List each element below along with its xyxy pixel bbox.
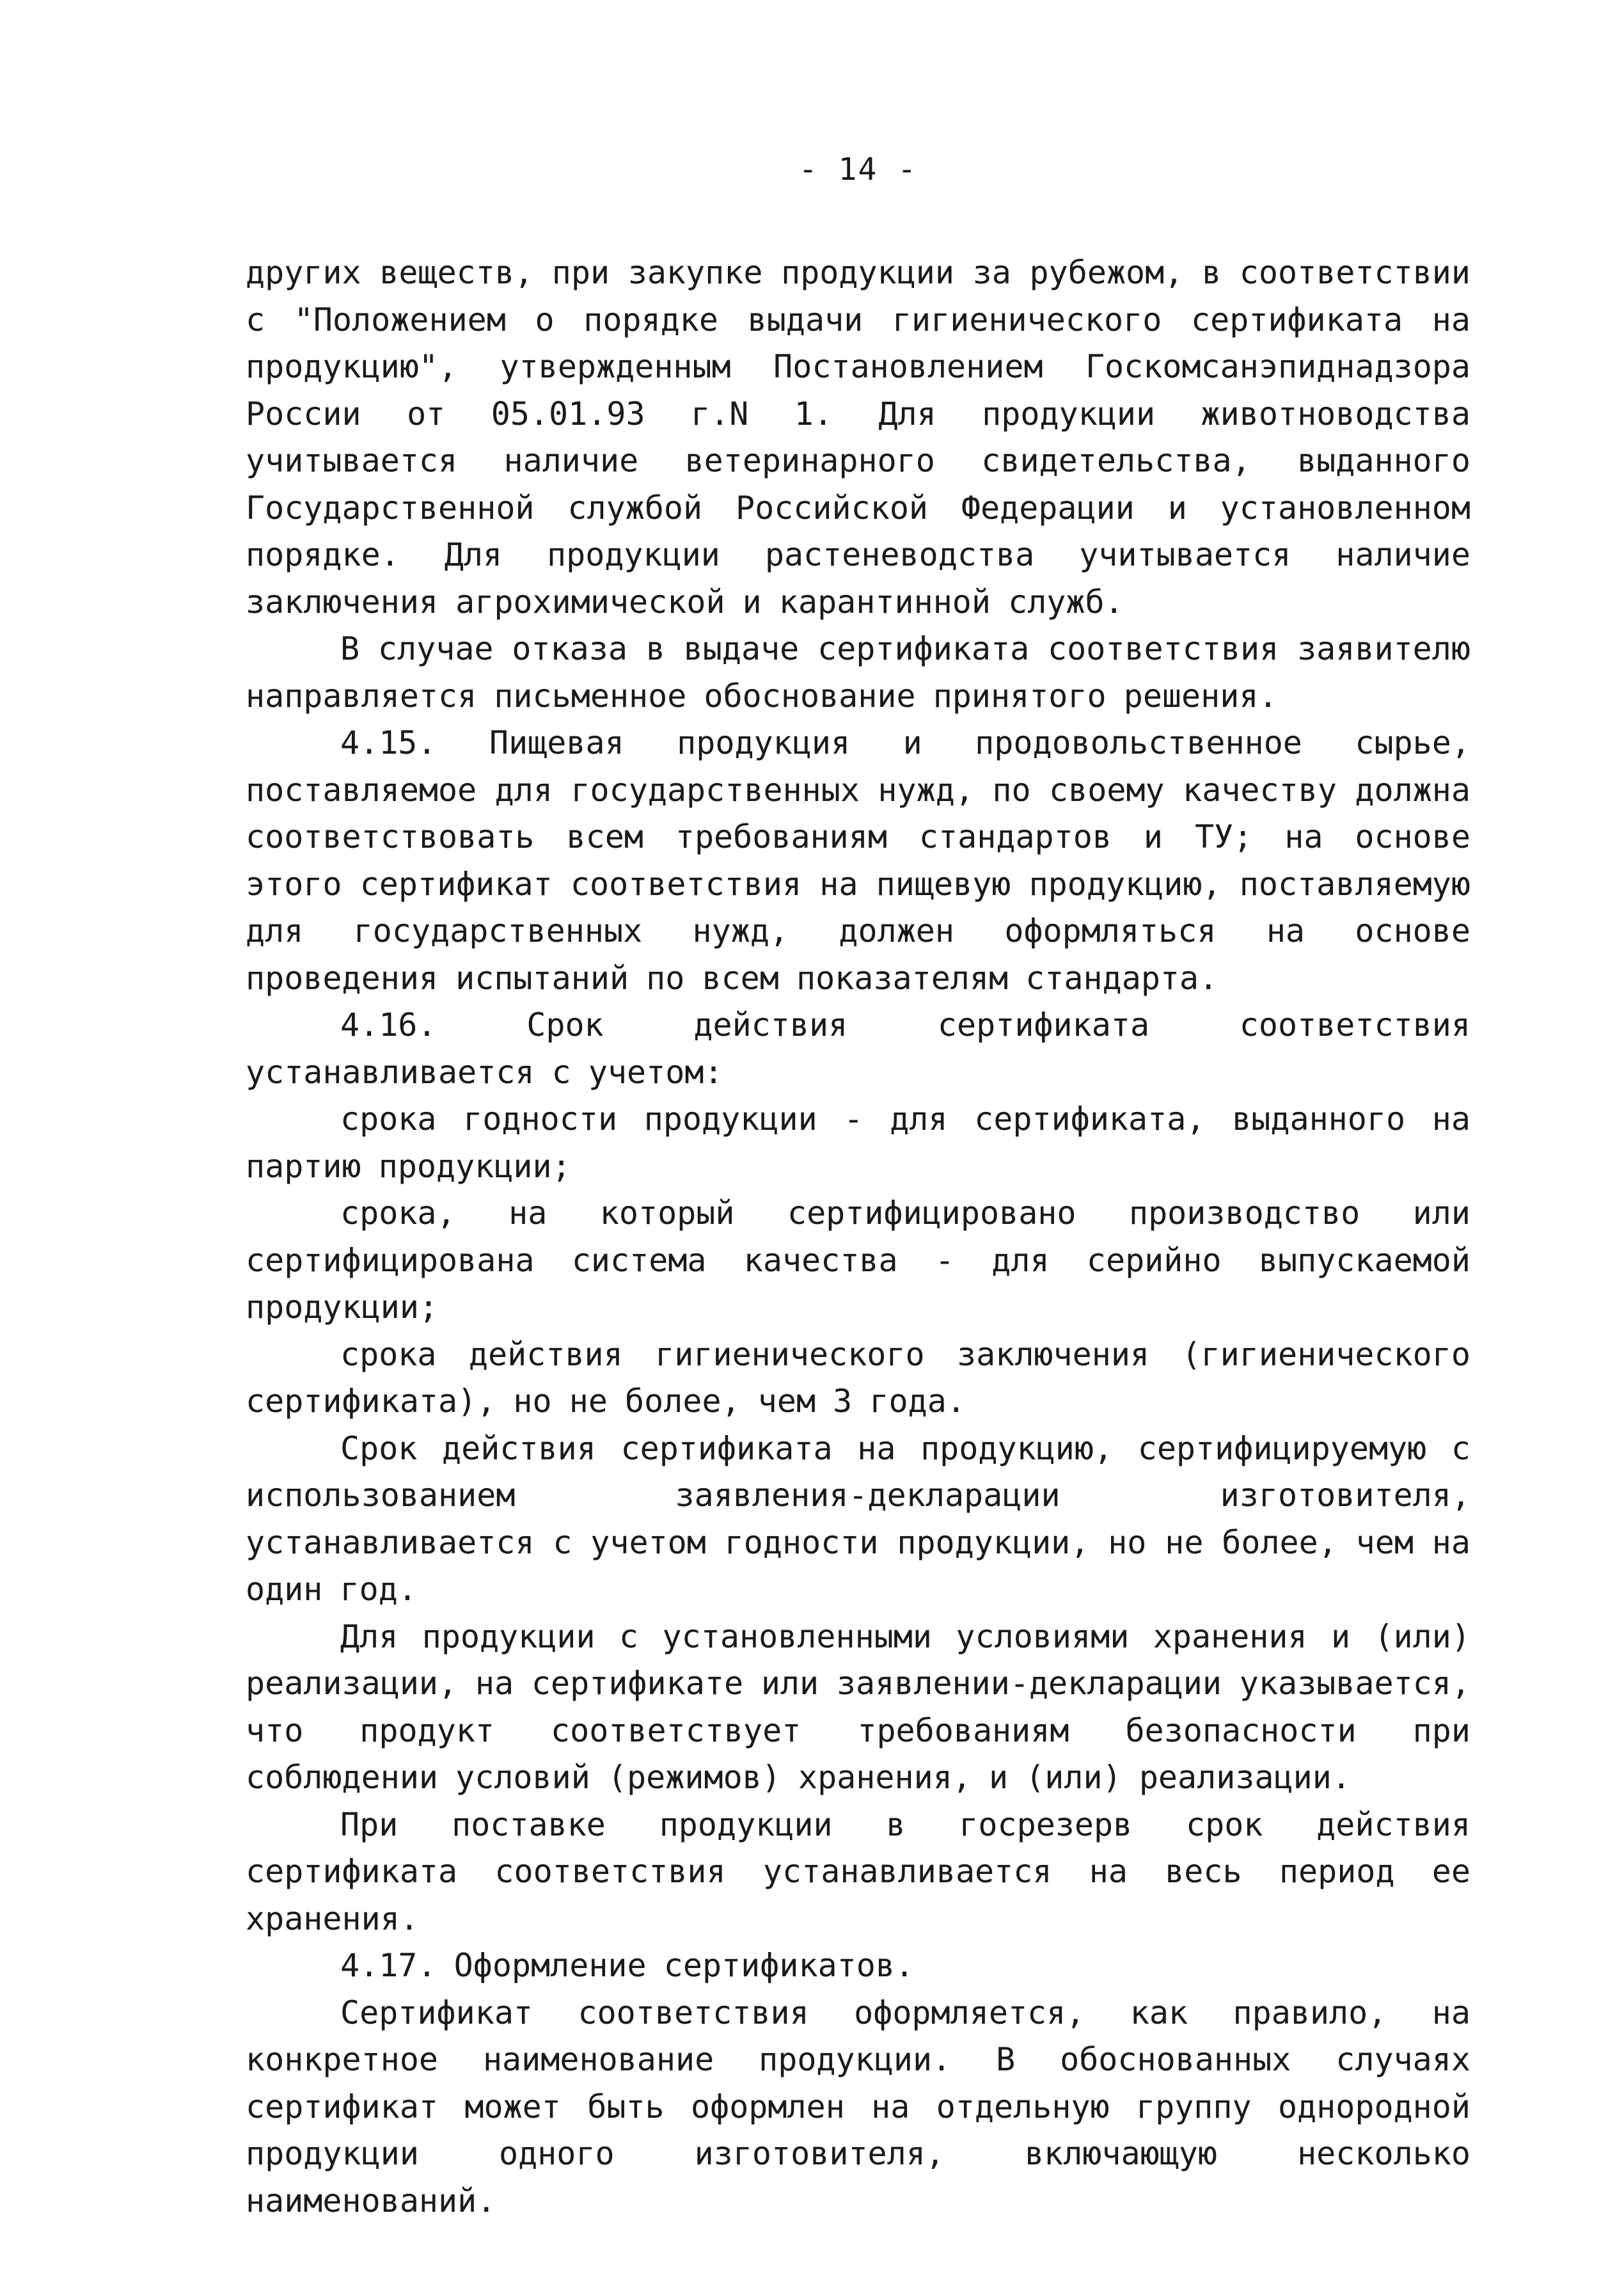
paragraph: 4.16. Срок действия сертификата соответствия устанавливается с учетом:	[246, 1006, 1470, 1091]
paragraph: При поставке продукции в госрезерв срок действия сертификата соответствия устанавливается на весь период ее хранения.	[246, 1806, 1470, 1937]
paragraph: срока, на который сертифицировано производство или сертифицирована система качества - для серийно выпускаемой продукции;	[246, 1195, 1470, 1326]
paragraph: Срок действия сертификата на продукцию, сертифицируемую с использованием заявления-декларации изготовителя, устанавливается с учетом годности продукции, но не более, чем на один год.	[246, 1429, 1470, 1608]
paragraph: 4.15. Пищевая продукция и продовольственное сырье, поставляемое для государственных нужд, по своему качеству должна соответствовать всем требованиям стандартов и ТУ; на основе этого сертификат соответствия на пищевую продукцию, поставляемую для государственных нужд, должен оформляться на основе проведения испытаний по всем показателям стандарта.	[246, 724, 1470, 997]
document-body	[246, 250, 1470, 2225]
paragraph: других веществ, при закупке продукции за рубежом, в соответствии с "Положением о порядке выдачи гигиенического сертификата на продукцию", утвержденным Постановлением Госкомсанэпиднадзора России от 05.01.93 г.N 1. Для продукции животноводства учитывается наличие ветеринарного свидетельства, выданного Государственной службой Российской Федерации и установленном порядке. Для продукции растеневодства учитывается наличие заключения агрохимической и карантинной служб.	[246, 254, 1470, 621]
paragraph: В случае отказа в выдаче сертификата соответствия заявителю направляется письменное обоснование принятого решения.	[246, 630, 1470, 715]
paragraph: Сертификат соответствия оформляется, как правило, на конкретное наименование продукции. В обоснованных случаях сертификат может быть оформлен на отдельную группу однородной продукции одного изготовителя, включающую несколько наименований.	[246, 1994, 1470, 2219]
page-number: - 14 -	[798, 152, 918, 187]
paragraph: 4.17. Оформление сертификатов.	[340, 1947, 915, 1984]
paragraph: срока действия гигиенического заключения (гигиенического сертификата), но не более, чем 3 года.	[246, 1335, 1470, 1420]
paragraph: Для продукции с установленными условиями хранения и (или) реализации, на сертификате или заявлении-декларации указывается, что продукт соответствует требованиям безопасности при соблюдении условий (режимов) хранения, и (или) реализации.	[246, 1617, 1470, 1796]
paragraph: срока годности продукции - для сертификата, выданного на партию продукции;	[246, 1100, 1470, 1185]
